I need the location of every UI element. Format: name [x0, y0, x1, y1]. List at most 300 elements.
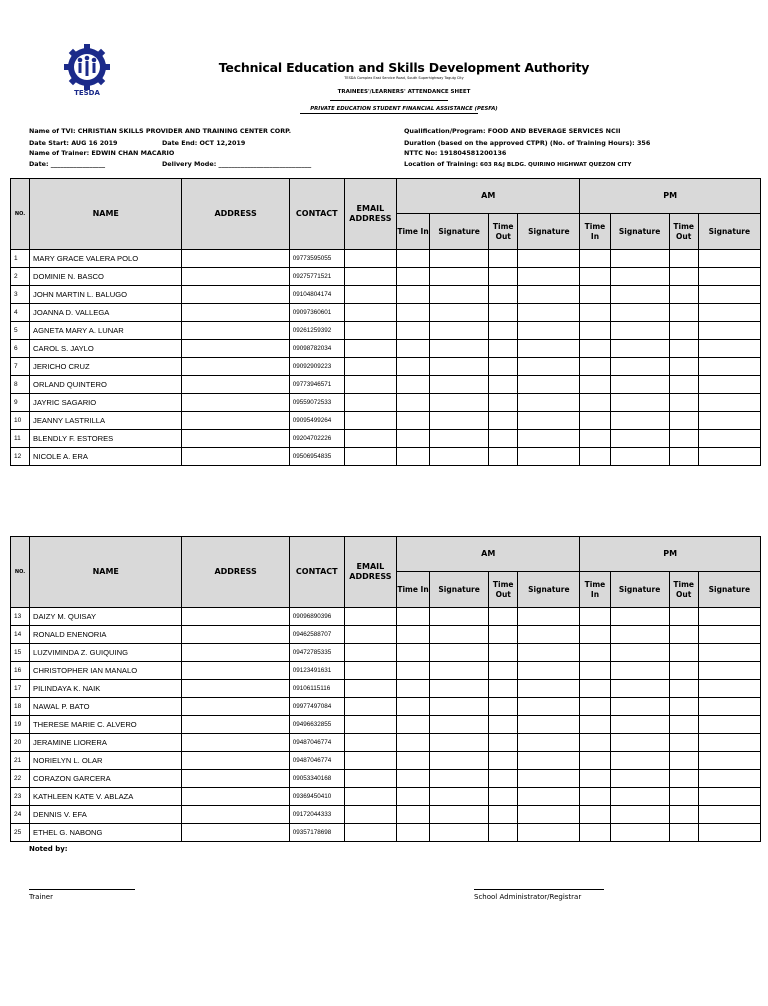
contact-number: 09506954835 — [289, 448, 344, 466]
pm-signature-out-cell — [698, 644, 760, 662]
pm-time-out-cell — [669, 734, 698, 752]
pm-time-in-cell — [580, 680, 610, 698]
divider-line — [330, 100, 448, 101]
address-cell — [182, 394, 289, 412]
header-pm-signature-in: Signature — [610, 572, 669, 608]
email-cell — [344, 412, 396, 430]
address-cell — [182, 662, 289, 680]
am-signature-in-cell — [430, 608, 489, 626]
header-am-time-in: Time In — [396, 572, 429, 608]
date-start: Date Start: AUG 16 2019 — [29, 139, 118, 147]
pm-time-out-cell — [669, 430, 698, 448]
header-pm-time-out: Time Out — [669, 214, 698, 250]
contact-number: 09096890396 — [289, 608, 344, 626]
pm-signature-in-cell — [610, 770, 669, 788]
contact-number: 09472785335 — [289, 644, 344, 662]
email-cell — [344, 662, 396, 680]
am-signature-in-cell — [430, 806, 489, 824]
am-time-out-cell — [489, 394, 518, 412]
contact-number: 09095499264 — [289, 412, 344, 430]
pm-signature-out-cell — [698, 698, 760, 716]
email-cell — [344, 788, 396, 806]
address-cell — [182, 770, 289, 788]
trainee-name: ORLAND QUINTERO — [30, 376, 182, 394]
trainee-name: DOMINIE N. BASCO — [30, 268, 182, 286]
pm-time-out-cell — [669, 608, 698, 626]
row-number: 17 — [11, 680, 30, 698]
pm-signature-out-cell — [698, 412, 760, 430]
am-signature-in-cell — [430, 430, 489, 448]
am-signature-out-cell — [518, 644, 580, 662]
pm-signature-out-cell — [698, 788, 760, 806]
pm-time-out-cell — [669, 412, 698, 430]
table-row — [11, 680, 761, 698]
row-number: 23 — [11, 788, 30, 806]
am-time-in-cell — [396, 448, 429, 466]
am-time-in-cell — [396, 716, 429, 734]
pm-time-in-cell — [580, 644, 610, 662]
date-field: Date: _________________ — [29, 160, 106, 168]
am-signature-out-cell — [518, 806, 580, 824]
contact-number: 09104804174 — [289, 286, 344, 304]
contact-number: 09487046774 — [289, 734, 344, 752]
trainee-name: THERESE MARIE C. ALVERO — [30, 716, 182, 734]
pm-time-out-cell — [669, 376, 698, 394]
am-signature-out-cell — [518, 448, 580, 466]
pm-signature-out-cell — [698, 376, 760, 394]
am-signature-out-cell — [518, 698, 580, 716]
pm-time-out-cell — [669, 644, 698, 662]
email-cell — [344, 734, 396, 752]
address-cell — [182, 788, 289, 806]
am-signature-out-cell — [518, 322, 580, 340]
am-signature-out-cell — [518, 680, 580, 698]
pm-time-out-cell — [669, 788, 698, 806]
header-pm-time-out: Time Out — [669, 572, 698, 608]
header-pm-signature-out: Signature — [698, 572, 760, 608]
trainee-name: JEANNY LASTRILLA — [30, 412, 182, 430]
pm-time-out-cell — [669, 286, 698, 304]
am-time-out-cell — [489, 644, 518, 662]
am-signature-in-cell — [430, 376, 489, 394]
pm-signature-in-cell — [610, 824, 669, 842]
am-time-out-cell — [489, 376, 518, 394]
header-am-time-out: Time Out — [489, 572, 518, 608]
table-row — [11, 376, 761, 394]
email-cell — [344, 770, 396, 788]
header-pm: PM — [580, 179, 761, 214]
pm-time-in-cell — [580, 358, 610, 376]
am-signature-in-cell — [430, 716, 489, 734]
contact-number: 09172044333 — [289, 806, 344, 824]
email-cell — [344, 806, 396, 824]
email-cell — [344, 358, 396, 376]
row-number: 1 — [11, 250, 30, 268]
pm-time-out-cell — [669, 322, 698, 340]
row-number: 2 — [11, 268, 30, 286]
row-number: 13 — [11, 608, 30, 626]
pm-signature-in-cell — [610, 806, 669, 824]
pm-signature-in-cell — [610, 340, 669, 358]
am-time-out-cell — [489, 662, 518, 680]
am-time-in-cell — [396, 770, 429, 788]
am-time-in-cell — [396, 358, 429, 376]
table-row — [11, 250, 761, 268]
table-row — [11, 394, 761, 412]
address-cell — [182, 340, 289, 358]
trainee-name: NORIELYN L. OLAR — [30, 752, 182, 770]
table-row — [11, 770, 761, 788]
attendance-table-2 — [10, 536, 761, 842]
header-am-time-out: Time Out — [489, 214, 518, 250]
header-am: AM — [396, 537, 579, 572]
address-cell — [182, 286, 289, 304]
pm-signature-out-cell — [698, 626, 760, 644]
row-number: 11 — [11, 430, 30, 448]
am-time-out-cell — [489, 286, 518, 304]
am-signature-out-cell — [518, 662, 580, 680]
contact-number: 09097360601 — [289, 304, 344, 322]
header-pm-signature-in: Signature — [610, 214, 669, 250]
delivery-mode: Delivery Mode: _____________________________ — [162, 160, 312, 168]
pm-signature-out-cell — [698, 304, 760, 322]
am-signature-in-cell — [430, 394, 489, 412]
pm-signature-in-cell — [610, 608, 669, 626]
table-row — [11, 608, 761, 626]
location — [404, 160, 631, 168]
trainee-name: KATHLEEN KATE V. ABLAZA — [30, 788, 182, 806]
address-cell — [182, 680, 289, 698]
pm-time-in-cell — [580, 412, 610, 430]
address-cell — [182, 824, 289, 842]
pm-signature-out-cell — [698, 770, 760, 788]
pm-time-in-cell — [580, 322, 610, 340]
sheet-subtitle: TRAINEES'/LEARNERS' ATTENDANCE SHEET — [337, 89, 471, 95]
pm-time-in-cell — [580, 608, 610, 626]
pm-time-out-cell — [669, 394, 698, 412]
am-time-in-cell — [396, 394, 429, 412]
header-contact: CONTACT — [289, 179, 344, 250]
email-cell — [344, 608, 396, 626]
pm-time-out-cell — [669, 340, 698, 358]
pm-signature-in-cell — [610, 430, 669, 448]
am-time-out-cell — [489, 430, 518, 448]
row-number: 24 — [11, 806, 30, 824]
table-row — [11, 788, 761, 806]
address-cell — [182, 698, 289, 716]
pm-signature-out-cell — [698, 340, 760, 358]
am-time-out-cell — [489, 734, 518, 752]
am-signature-out-cell — [518, 412, 580, 430]
row-number: 19 — [11, 716, 30, 734]
admin-label: School Administrator/Registrar — [474, 893, 582, 901]
am-signature-in-cell — [430, 250, 489, 268]
am-signature-in-cell — [430, 680, 489, 698]
am-signature-out-cell — [518, 430, 580, 448]
contact-number: 09559072533 — [289, 394, 344, 412]
am-signature-out-cell — [518, 340, 580, 358]
address-cell — [182, 644, 289, 662]
header-no: NO. — [11, 179, 30, 250]
am-signature-out-cell — [518, 752, 580, 770]
email-cell — [344, 394, 396, 412]
header-contact: CONTACT — [289, 537, 344, 608]
pm-time-out-cell — [669, 358, 698, 376]
header-am-signature-in: Signature — [430, 214, 489, 250]
trainee-name: PILINDAYA K. NAIK — [30, 680, 182, 698]
am-signature-in-cell — [430, 662, 489, 680]
tvi-name: Name of TVI: CHRISTIAN SKILLS PROVIDER AND TRAINING CENTER CORP. — [29, 127, 292, 135]
am-signature-in-cell — [430, 340, 489, 358]
row-number: 16 — [11, 662, 30, 680]
am-signature-in-cell — [430, 752, 489, 770]
qualification: Qualification/Program: FOOD AND BEVERAGE SERVICES NCII — [404, 127, 621, 135]
am-time-out-cell — [489, 698, 518, 716]
am-time-out-cell — [489, 770, 518, 788]
contact-number: 09261259392 — [289, 322, 344, 340]
am-time-out-cell — [489, 626, 518, 644]
email-cell — [344, 698, 396, 716]
pm-signature-in-cell — [610, 412, 669, 430]
contact-number: 09773946571 — [289, 376, 344, 394]
pm-signature-out-cell — [698, 806, 760, 824]
table-row — [11, 304, 761, 322]
pm-signature-out-cell — [698, 734, 760, 752]
am-signature-out-cell — [518, 824, 580, 842]
email-cell — [344, 824, 396, 842]
table-row — [11, 430, 761, 448]
am-signature-in-cell — [430, 644, 489, 662]
pm-time-out-cell — [669, 662, 698, 680]
am-signature-out-cell — [518, 394, 580, 412]
contact-number: 09487046774 — [289, 752, 344, 770]
pm-time-in-cell — [580, 806, 610, 824]
am-time-out-cell — [489, 412, 518, 430]
am-signature-in-cell — [430, 824, 489, 842]
pm-signature-in-cell — [610, 394, 669, 412]
contact-number: 09357178698 — [289, 824, 344, 842]
row-number: 10 — [11, 412, 30, 430]
noted-by-label: Noted by: — [29, 845, 68, 853]
pm-signature-in-cell — [610, 376, 669, 394]
trainee-name: JOHN MARTIN L. BALUGO — [30, 286, 182, 304]
am-time-in-cell — [396, 734, 429, 752]
am-signature-out-cell — [518, 286, 580, 304]
am-time-in-cell — [396, 806, 429, 824]
duration: Duration (based on the approved CTPR) (No. of Training Hours): 356 — [404, 139, 651, 147]
am-time-out-cell — [489, 680, 518, 698]
pm-time-out-cell — [669, 770, 698, 788]
address-cell — [182, 752, 289, 770]
trainee-name: BLENDLY F. ESTORES — [30, 430, 182, 448]
pm-time-in-cell — [580, 662, 610, 680]
email-cell — [344, 286, 396, 304]
pm-time-in-cell — [580, 716, 610, 734]
am-time-out-cell — [489, 340, 518, 358]
am-signature-in-cell — [430, 734, 489, 752]
pm-signature-in-cell — [610, 752, 669, 770]
header-am: AM — [396, 179, 579, 214]
header-am-signature-out: Signature — [518, 214, 580, 250]
am-time-in-cell — [396, 626, 429, 644]
pm-signature-in-cell — [610, 734, 669, 752]
row-number: 22 — [11, 770, 30, 788]
pm-signature-in-cell — [610, 448, 669, 466]
am-signature-in-cell — [430, 322, 489, 340]
pm-time-out-cell — [669, 250, 698, 268]
trainee-name: LUZVIMINDA Z. GUIQUING — [30, 644, 182, 662]
contact-number: 09098782034 — [289, 340, 344, 358]
contact-number: 09106115116 — [289, 680, 344, 698]
program-name: PRIVATE EDUCATION STUDENT FINANCIAL ASSISTANCE (PESFA) — [310, 106, 498, 112]
trainer-label: Trainer — [29, 893, 53, 901]
program-underline — [300, 113, 478, 114]
trainer-name: Name of Trainer: EDWIN CHAN MACARIO — [29, 149, 175, 157]
am-signature-in-cell — [430, 286, 489, 304]
trainee-name: JERICHO CRUZ — [30, 358, 182, 376]
pm-signature-in-cell — [610, 788, 669, 806]
trainee-name: MARY GRACE VALERA POLO — [30, 250, 182, 268]
am-time-out-cell — [489, 448, 518, 466]
header-no: NO. — [11, 537, 30, 608]
row-number: 21 — [11, 752, 30, 770]
am-time-in-cell — [396, 662, 429, 680]
document-title: Technical Education and Skills Development Authority — [218, 60, 590, 75]
header-am-signature-in: Signature — [430, 572, 489, 608]
am-signature-out-cell — [518, 376, 580, 394]
trainee-name: DENNIS V. EFA — [30, 806, 182, 824]
pm-signature-in-cell — [610, 268, 669, 286]
address-cell — [182, 322, 289, 340]
am-signature-in-cell — [430, 788, 489, 806]
trainee-name: JOANNA D. VALLEGA — [30, 304, 182, 322]
am-time-in-cell — [396, 644, 429, 662]
email-cell — [344, 448, 396, 466]
am-time-in-cell — [396, 608, 429, 626]
header-pm-time-in: Time In — [580, 214, 610, 250]
pm-time-in-cell — [580, 770, 610, 788]
table-row — [11, 734, 761, 752]
pm-signature-out-cell — [698, 680, 760, 698]
header-email: EMAIL ADDRESS — [344, 537, 396, 608]
row-number: 9 — [11, 394, 30, 412]
address-cell — [182, 734, 289, 752]
row-number: 14 — [11, 626, 30, 644]
agency-address: TESDA Complex East Service Road, South Superhighway Taguig City — [344, 76, 464, 80]
address-cell — [182, 376, 289, 394]
am-time-in-cell — [396, 322, 429, 340]
pm-signature-in-cell — [610, 698, 669, 716]
logo-text: TESDA — [74, 89, 100, 97]
address-cell — [182, 806, 289, 824]
am-time-in-cell — [396, 376, 429, 394]
row-number: 12 — [11, 448, 30, 466]
header-am-time-in: Time In — [396, 214, 429, 250]
pm-time-in-cell — [580, 286, 610, 304]
header-address: ADDRESS — [182, 537, 289, 608]
am-time-out-cell — [489, 752, 518, 770]
pm-time-in-cell — [580, 698, 610, 716]
trainee-name: CHRISTOPHER IAN MANALO — [30, 662, 182, 680]
pm-time-out-cell — [669, 304, 698, 322]
email-cell — [344, 430, 396, 448]
row-number: 7 — [11, 358, 30, 376]
header-pm-signature-out: Signature — [698, 214, 760, 250]
table-row — [11, 824, 761, 842]
pm-time-in-cell — [580, 448, 610, 466]
am-signature-out-cell — [518, 716, 580, 734]
header-pm: PM — [580, 537, 761, 572]
am-signature-out-cell — [518, 250, 580, 268]
am-time-in-cell — [396, 268, 429, 286]
am-signature-out-cell — [518, 626, 580, 644]
pm-signature-out-cell — [698, 358, 760, 376]
pm-signature-out-cell — [698, 608, 760, 626]
am-time-in-cell — [396, 680, 429, 698]
pm-signature-out-cell — [698, 752, 760, 770]
am-time-in-cell — [396, 412, 429, 430]
pm-signature-in-cell — [610, 644, 669, 662]
trainee-name: RONALD ENENORIA — [30, 626, 182, 644]
contact-number: 09092909223 — [289, 358, 344, 376]
pm-signature-in-cell — [610, 304, 669, 322]
am-time-out-cell — [489, 806, 518, 824]
email-cell — [344, 680, 396, 698]
address-cell — [182, 448, 289, 466]
pm-signature-out-cell — [698, 716, 760, 734]
email-cell — [344, 340, 396, 358]
pm-signature-in-cell — [610, 286, 669, 304]
address-cell — [182, 626, 289, 644]
am-time-in-cell — [396, 752, 429, 770]
trainee-name: JAYRIC SAGARIO — [30, 394, 182, 412]
am-signature-out-cell — [518, 734, 580, 752]
pm-time-out-cell — [669, 448, 698, 466]
am-signature-in-cell — [430, 412, 489, 430]
pm-signature-out-cell — [698, 448, 760, 466]
address-cell — [182, 268, 289, 286]
am-time-in-cell — [396, 286, 429, 304]
pm-time-in-cell — [580, 394, 610, 412]
admin-signature-line — [474, 889, 604, 890]
pm-time-out-cell — [669, 824, 698, 842]
email-cell — [344, 716, 396, 734]
pm-time-out-cell — [669, 698, 698, 716]
row-number: 20 — [11, 734, 30, 752]
contact-number: 09204702226 — [289, 430, 344, 448]
address-cell — [182, 412, 289, 430]
pm-time-in-cell — [580, 268, 610, 286]
table-row — [11, 698, 761, 716]
date-end: Date End: OCT 12,2019 — [162, 139, 246, 147]
am-time-out-cell — [489, 322, 518, 340]
pm-signature-in-cell — [610, 322, 669, 340]
am-signature-out-cell — [518, 788, 580, 806]
location-label: Location of Training: — [404, 160, 479, 168]
email-cell — [344, 752, 396, 770]
row-number: 6 — [11, 340, 30, 358]
pm-signature-out-cell — [698, 824, 760, 842]
pm-time-in-cell — [580, 250, 610, 268]
trainer-signature-line — [29, 889, 135, 890]
pm-time-in-cell — [580, 340, 610, 358]
table-row — [11, 626, 761, 644]
pm-signature-in-cell — [610, 716, 669, 734]
contact-number: 09275771521 — [289, 268, 344, 286]
am-time-in-cell — [396, 788, 429, 806]
trainee-name: NICOLE A. ERA — [30, 448, 182, 466]
am-time-in-cell — [396, 430, 429, 448]
